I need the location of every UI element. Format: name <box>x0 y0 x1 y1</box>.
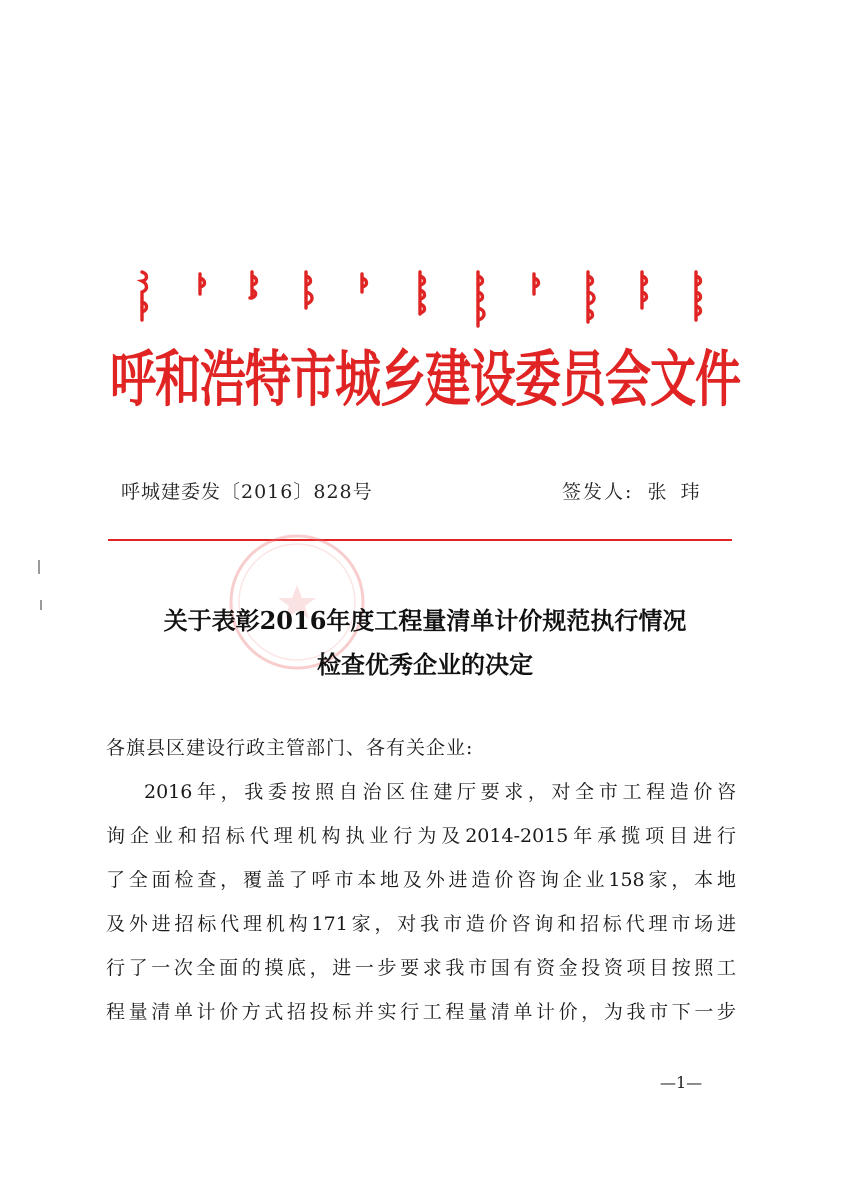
body-line: 行了一次全面的摸底，进一步要求我市国有资金投资项目按照工 <box>106 957 736 979</box>
body-line: 询企业和招标代理机构执业行为及2014-2015年承揽项目进行 <box>106 825 736 847</box>
salutation: 各旗县区建设行政主管部门、各有关企业: <box>106 737 474 759</box>
mongolian-header <box>130 268 710 328</box>
page-number: —1— <box>660 1073 703 1092</box>
issuer <box>562 477 713 504</box>
document-number: 呼城建委发〔2016〕828号 <box>121 481 373 503</box>
scan-artifact <box>38 560 40 574</box>
body-line: 程量清单计价方式招投标并实行工程量清单计价，为我市下一步 <box>106 1001 736 1023</box>
body-line: 2016年，我委按照自治区住建厅要求，对全市工程造价咨 <box>144 781 736 803</box>
document-title-line-1: 关于表彰2016年度工程量清单计价规范执行情况 <box>163 606 687 635</box>
body-line: 了全面检查，覆盖了呼市本地及外进造价咨询企业158家，本地 <box>106 869 736 891</box>
scan-artifact <box>40 600 42 610</box>
mongolian-script-icon <box>130 268 710 328</box>
body-line: 及外进招标代理机构171家，对我市造价咨询和招标代理市场进 <box>106 913 736 935</box>
issuer-name: 张玮 <box>647 481 714 503</box>
header-divider <box>108 539 732 541</box>
document-header-title: 呼和浩特市城乡建设委员会文件 <box>110 343 740 415</box>
issuer-label: 签发人: <box>562 481 634 503</box>
document-title-line-2: 检查优秀企业的决定 <box>317 650 533 679</box>
